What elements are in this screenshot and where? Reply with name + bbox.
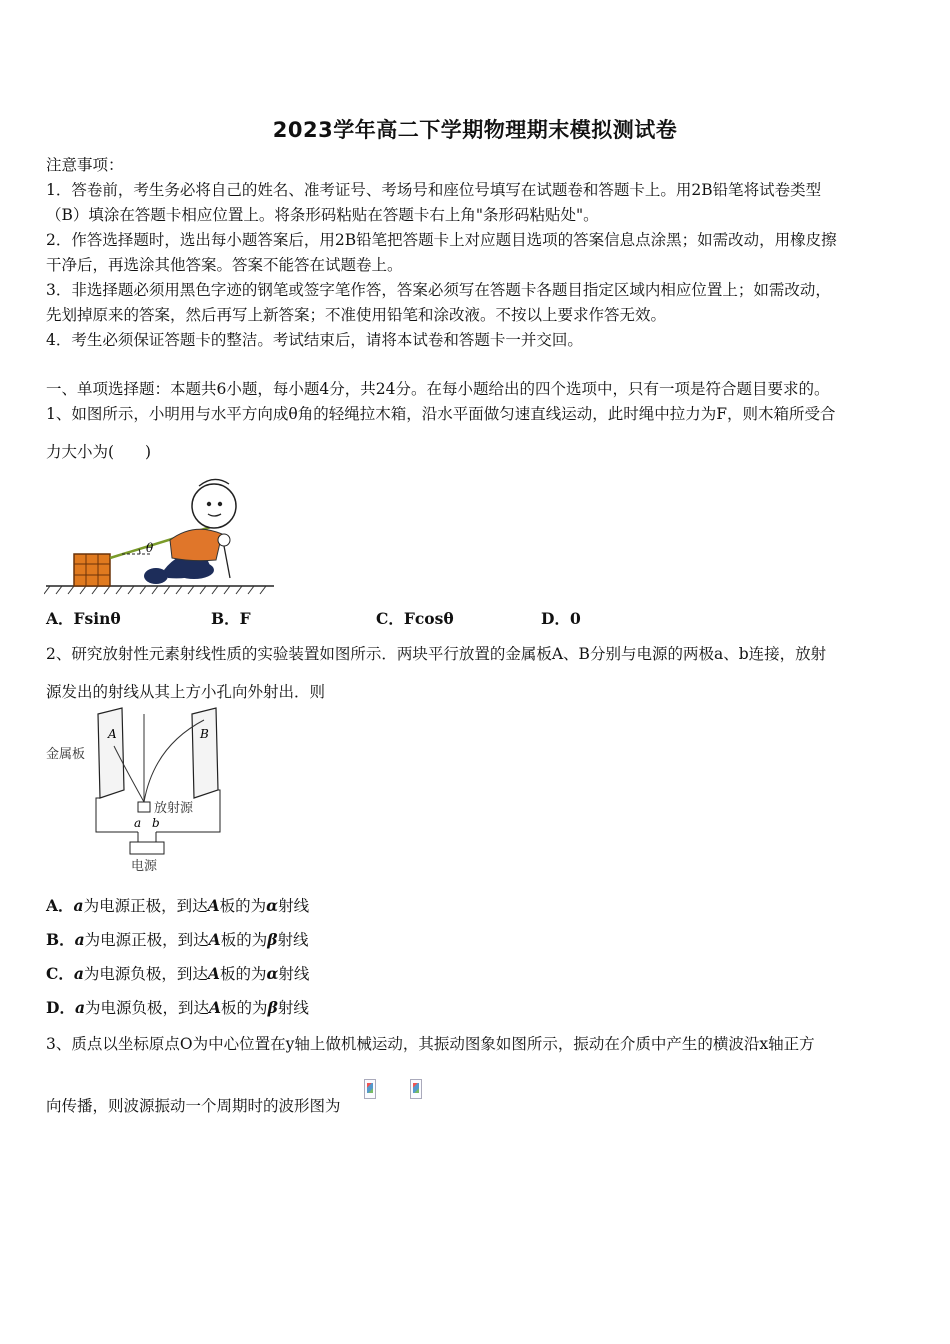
question-1-option-b: B．F bbox=[211, 609, 251, 628]
notice-line: （B）填涂在答题卡相应位置上。将条形码粘贴在答题卡右上角"条形码粘贴处"。 bbox=[46, 206, 599, 224]
section-heading: 一、单项选择题：本题共6小题，每小题4分，共24分。在每小题给出的四个选项中，只有一项是符合题目要求的。 bbox=[46, 380, 830, 398]
question-1-option-d: D．0 bbox=[541, 609, 581, 628]
notice-line: 干净后，再选涂其他答案。答案不能答在试题卷上。 bbox=[46, 256, 403, 274]
question-2-figure bbox=[44, 706, 229, 876]
source-label: 放射源 bbox=[154, 801, 194, 816]
notice-line: 1．答卷前，考生务必将自己的姓名、准考证号、考场号和座位号填写在试题卷和答题卡上。用2B铅笔将试卷类型 bbox=[46, 181, 822, 199]
pole-a-label: a bbox=[134, 816, 142, 830]
notice-heading: 注意事项： bbox=[46, 156, 124, 174]
angle-label: θ bbox=[146, 541, 154, 555]
broken-image-icon bbox=[410, 1079, 422, 1099]
question-2-stem: 源发出的射线从其上方小孔向外射出．则 bbox=[46, 683, 326, 701]
question-1-stem: 1、如图所示，小明用与水平方向成θ角的轻绳拉木箱，沿水平面做匀速直线运动，此时绳中拉力为F，则木箱所受合 bbox=[46, 405, 836, 423]
page-title: 2023学年高二下学期物理期末模拟测试卷 bbox=[272, 118, 678, 142]
notice-line: 4．考生必须保证答题卡的整洁。考试结束后，请将本试卷和答题卡一并交回。 bbox=[46, 331, 583, 349]
question-1-option-c: C．Fcosθ bbox=[376, 609, 454, 628]
question-2-choice-a: A．a为电源正极，到达A板的为α射线 bbox=[46, 896, 310, 915]
question-1-figure bbox=[44, 470, 279, 598]
metal-plate-label: 金属板 bbox=[46, 747, 86, 762]
question-2-choice-d: D．a为电源负极，到达A板的为β射线 bbox=[46, 998, 309, 1017]
notice-line: 先划掉原来的答案，然后再写上新答案；不准使用铅笔和涂改液。不按以上要求作答无效。 bbox=[46, 306, 667, 324]
question-1-option-a: A．Fsinθ bbox=[46, 609, 121, 628]
pole-b-label: b bbox=[152, 816, 160, 830]
power-label: 电源 bbox=[131, 859, 158, 874]
notice-line: 2．作答选择题时，选出每小题答案后，用2B铅笔把答题卡上对应题目选项的答案信息点涂黑；如需改动，用橡皮擦 bbox=[46, 231, 837, 249]
question-2-choice-b: B．a为电源正极，到达A板的为β射线 bbox=[46, 930, 309, 949]
question-2-choice-c: C．a为电源负极，到达A板的为α射线 bbox=[46, 964, 310, 983]
broken-image-icon bbox=[364, 1079, 376, 1099]
question-2-stem: 2、研究放射性元素射线性质的实验装置如图所示．两块平行放置的金属板A、B分别与电源的两极a、b连接，放射 bbox=[46, 645, 827, 663]
question-3-stem: 向传播，则波源振动一个周期时的波形图为 bbox=[46, 1097, 341, 1115]
question-1-stem: 力大小为( ) bbox=[46, 443, 152, 461]
notice-line: 3．非选择题必须用黑色字迹的钢笔或签字笔作答，答案必须写在答题卡各题目指定区域内相应位置上；如需改动， bbox=[46, 281, 831, 299]
question-3-stem: 3、质点以坐标原点O为中心位置在y轴上做机械运动，其振动图象如图所示，振动在介质中产生的横波沿x轴正方 bbox=[46, 1035, 815, 1053]
plate-b-label: B bbox=[200, 727, 209, 741]
plate-a-label: A bbox=[108, 727, 117, 741]
